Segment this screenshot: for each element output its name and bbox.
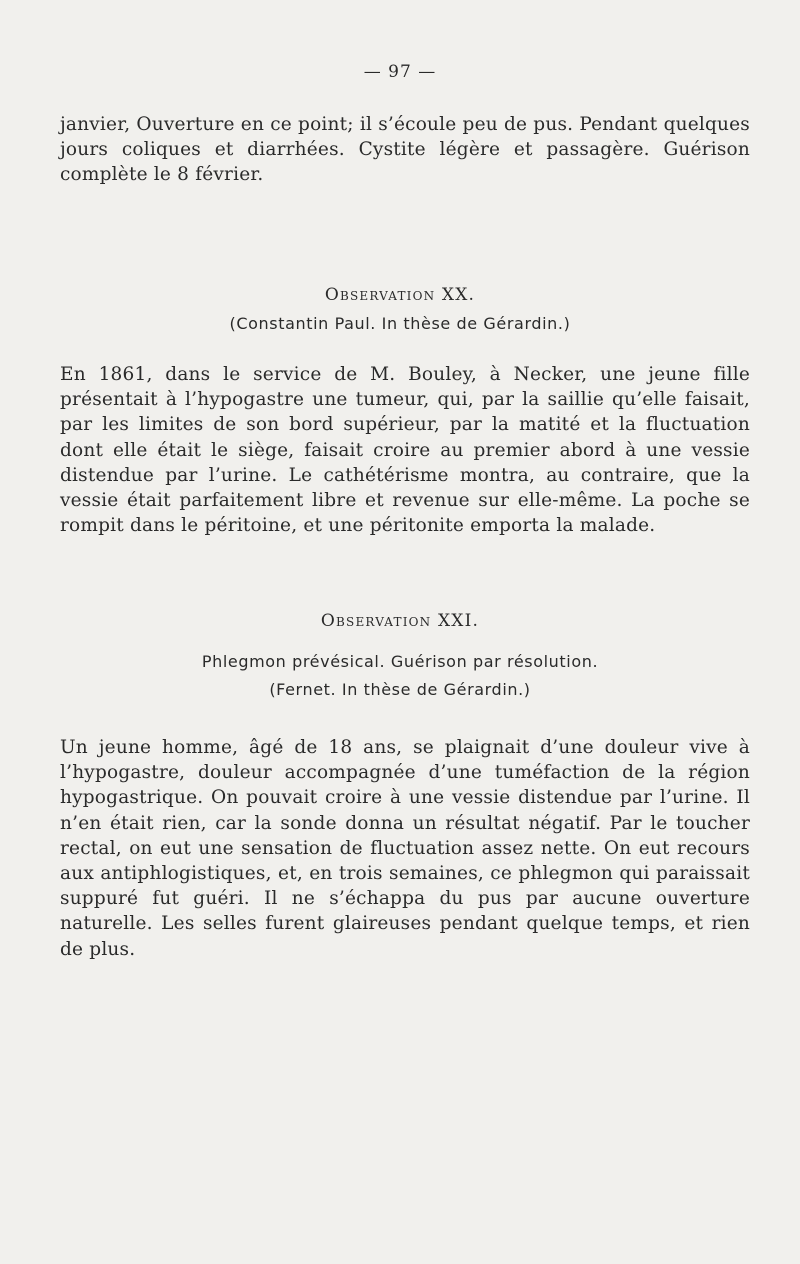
observation-20-body: En 1861, dans le service de M. Bouley, à Necker, une jeune fille présentait à l’hypogastre une tumeur, qui, par la saillie qu’elle faisait, par les limites de son bord supérieur, par la matité et la fluctuation dont elle était le siège, faisait croire au premier abord à une vessie distendue par l’urine. Le cathétérisme montra, au contraire, que la vessie était parfaitement libre et revenue sur elle-même. La poche se rompit dans le péritoine, et une péritonite emporta la malade. (60, 364, 750, 537)
observation-21-subtitle: Phlegmon prévésical. Guérison par résolution. (201, 652, 599, 671)
observation-21-heading: Observation XXI. (320, 611, 480, 631)
observation-20-source: (Constantin Paul. In thèse de Gérardin.) (229, 314, 571, 333)
observation-21-source: (Fernet. In thèse de Gérardin.) (269, 680, 531, 699)
observation-21-body: Un jeune homme, âgé de 18 ans, se plaignait d’une douleur vive à l’hypogastre, douleur accompagnée d’une tuméfaction de la région hypogastrique. On pouvait croire à une vessie distendue par l’urine. Il n’en était rien, car la sonde donna un résultat négatif. Par le toucher rectal, on eut une sensation de fluctuation assez nette. On eut recours aux antiphlogistiques, et, en trois semaines, ce phlegmon qui paraissait suppuré fut guéri. Il ne s’échappa du pus par aucune ouverture naturelle. Les selles furent glaireuses pendant quelque temps, et rien de plus. (60, 737, 750, 960)
intro-paragraph: janvier, Ouverture en ce point; il s’écoule peu de pus. Pendant quelques jours coliques et diarrhées. Cystite légère et passagère. Guérison complète le 8 février. (60, 114, 750, 186)
observation-20-heading: Observation XX. (324, 285, 476, 305)
page-number: — 97 — (363, 62, 437, 82)
